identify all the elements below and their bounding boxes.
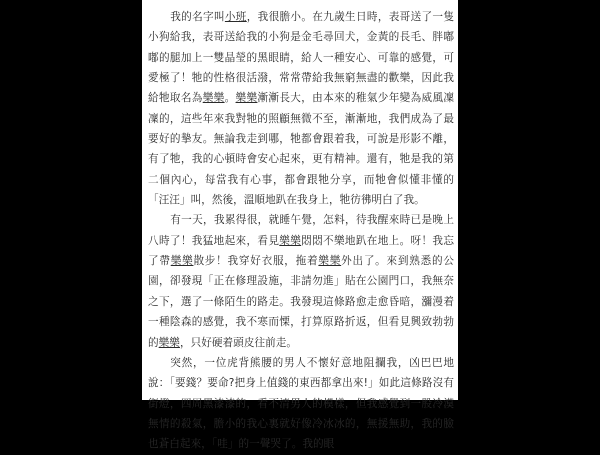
proper-name: 樂樂	[158, 336, 180, 349]
proper-name: 樂樂	[235, 92, 258, 105]
text-run: 外出了。來到熟悉的公園，卻發現「正在修理設施，非請勿進」貼在公園門口，我無奈之下，選了一條陌生的路走。我發現這條路愈走愈昏暗，瀰漫着一種陰森的感覺，我不寒而慄，打算原路折返，但看見興致勃勃的	[148, 255, 454, 349]
paragraph	[148, 210, 454, 352]
text-run: 漸漸長大，由本來的稚氣少年變為威風凜凜的，這些年來我對牠的照顧無微不至，漸漸地，我們成為了最要好的摯友。無論我走到哪，牠都會跟着我，可說是形影不離，有了牠，我的心頓時會安心起來，更有精神。還有，牠是我的第二個內心，每當我有心事，都會跟牠分享，而牠會似懂非懂的「汪汪」叫，然後，溫順地趴在我身上，牠彷彿明白了我。	[148, 92, 455, 207]
proper-name: 樂樂	[318, 255, 342, 268]
text-run: 突然，一位虎背熊腰的男人不懷好意地阻攔我，凶巴巴地說：「要錢？要命?把身上值錢的東西都拿出來!」如此這條路沒有街燈，四周黑漆漆的，看不清男人的模樣，但我感覺到一股冷漠無情的殺氣，膽小的我心裏就好像冷冰冰的，無援無助，我的臉也蒼白起來，「哇」的一聲哭了。我的眼	[148, 356, 454, 451]
text-run: 。	[224, 92, 236, 105]
paragraph	[148, 7, 454, 210]
proper-name: 小班	[224, 11, 247, 23]
proper-name: 樂樂	[279, 234, 302, 247]
document-body	[148, 7, 454, 455]
proper-name: 樂樂	[202, 92, 225, 105]
paragraph	[148, 353, 454, 455]
proper-name: 樂樂	[170, 255, 194, 268]
text-run: 有一天，我累得很，就睡午覺，怎料，待我醒來時已是晚上八時了！我猛地起來，看見	[148, 214, 454, 247]
document-page	[142, 0, 458, 451]
text-run: ，只好硬着頭皮往前走。	[179, 336, 298, 349]
text-run: 悶悶不樂地趴在地上。呀！我忘了帶	[148, 234, 454, 268]
text-run: ，我很膽小。在九歲生日時，表哥送了一隻小狗給我，表哥送給我的小狗是金毛尋回犬，金黃的長毛、胖嘟嘟的腿加上一雙晶瑩的黑眼睛，給人一種安心、可靠的感覺，可愛極了！牠的性格很活潑，常常帶給我無窮無盡的歡樂，因此我給牠取名為	[148, 11, 455, 105]
text-run: 散步！我穿好衣服，拖着	[193, 255, 319, 268]
text-run: 我的名字叫	[170, 11, 225, 23]
